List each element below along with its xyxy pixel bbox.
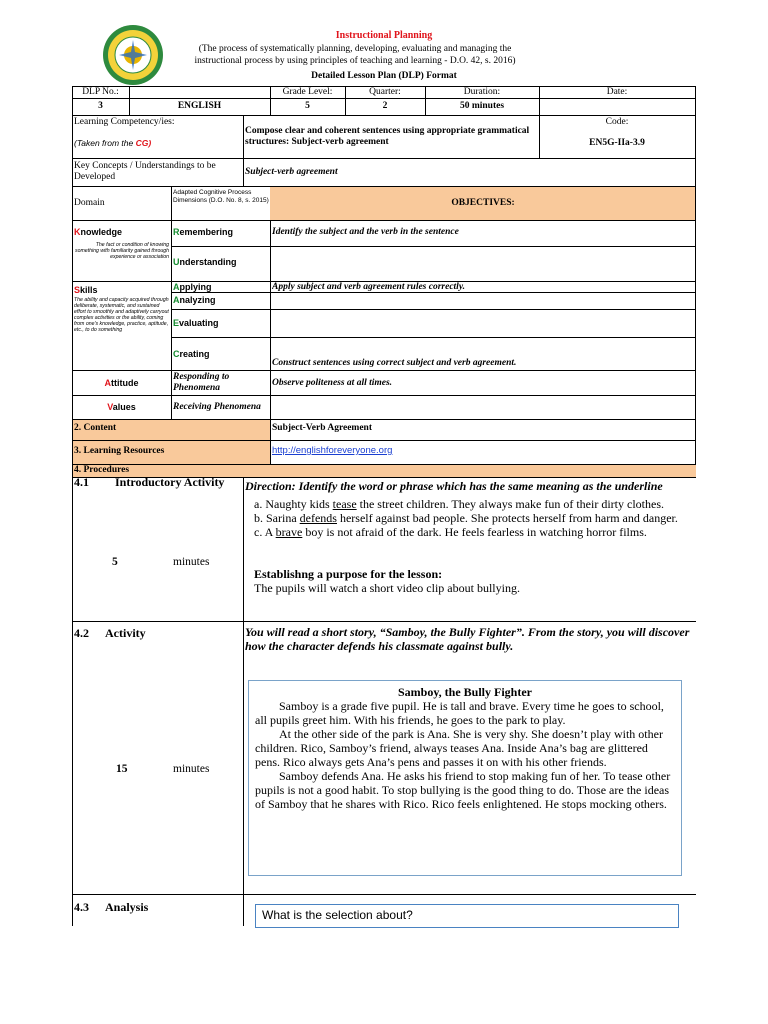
story-paragraph-1: Samboy is a grade five pupil. He is tall and brave. Every time he goes to school, all pupils greet him. With his friends, he goes to the park to play. — [255, 699, 664, 727]
date-value — [539, 101, 695, 113]
activity-minutes-number: 15 — [116, 763, 128, 775]
resources-link[interactable]: http://englishforeveryone.org — [272, 445, 393, 456]
story-paragraph-2: At the other side of the park is Ana. She is very shy. She doesn’t play with other children. Rico, Samboy’s friend, always teases Ana. Inside Ana’s bag are glittered pens. Rico always gets Ana’s pens and passes it on with his other friends. — [255, 727, 663, 769]
attitude-objective: Observe politeness at all times. — [272, 378, 393, 388]
competency-text: Compose clear and coherent sentences using appropriate grammatical structures: Subject-verb agreement — [245, 126, 530, 147]
understanding-label: Understanding — [173, 257, 237, 267]
analysis-heading: 4.3 Analysis — [74, 900, 149, 914]
dlp-no-value: 3 — [98, 101, 103, 111]
content-value: Subject-Verb Agreement — [272, 423, 372, 433]
activity-instruction: You will read a short story, “Samboy, the Bully Fighter”. From the story, you will discover how the character defends his classmate against bully. — [245, 625, 690, 653]
creating-label: Creating — [173, 349, 210, 359]
domain-label: Domain — [74, 198, 105, 208]
key-concepts-label: Key Concepts / Understandings to be Developed — [74, 161, 216, 182]
understanding-objective — [272, 257, 692, 269]
duration-label: Duration: — [463, 87, 501, 97]
story-title: Samboy, the Bully Fighter — [397, 685, 532, 699]
format-title: Detailed Lesson Plan (DLP) Format — [311, 71, 457, 81]
values-label: Values — [107, 402, 136, 412]
evaluating-label: Evaluating — [173, 318, 219, 328]
intro-item-a: a. Naughty kids tease the street children. They always make fun of their dirty clothes. — [254, 497, 664, 511]
applying-label: Applying — [173, 282, 212, 292]
adapted-dimensions-label: Adapted Cognitive Process Dimensions (D.O. No. 8, s. 2015) — [173, 189, 269, 204]
intro-minutes-number: 5 — [112, 556, 118, 568]
intro-item-c: c. A brave boy is not afraid of the dark. He feels fearless in watching horror films. — [254, 525, 647, 539]
attitude-label: Attitude — [104, 378, 139, 388]
knowledge-description: The fact or condition of knowing something with familiarity gained through experience or association — [74, 242, 169, 260]
remembering-objective: Identify the subject and the verb in the sentence — [272, 227, 459, 237]
dlp-no-label: DLP No.: — [82, 87, 119, 97]
subject-value: ENGLISH — [177, 101, 222, 111]
story-paragraph-3: Samboy defends Ana. He asks his friend to stop making fun of her. To tease other pupils is not a good habit. To stop bullying is the good thing to do. Those are the ideas of Samboy that he shares with Rico. Rico feels enlightened. He stops mocking others. — [255, 769, 671, 811]
activity-heading: 4.2 Activity — [74, 626, 146, 640]
intro-direction: Direction: Identify the word or phrase which has the same meaning as the underline — [245, 479, 663, 493]
analyzing-label: Analyzing — [173, 295, 216, 305]
objectives-header: OBJECTIVES: — [451, 198, 515, 208]
intro-items — [254, 497, 682, 555]
key-concepts-value: Subject-verb agreement — [245, 167, 338, 177]
content-label: 2. Content — [74, 423, 117, 433]
skills-label: Skills — [74, 285, 98, 295]
date-label: Date: — [606, 87, 628, 97]
lesson-plan-table — [72, 86, 696, 926]
resources-label: 3. Learning Resources — [74, 446, 165, 456]
analysis-question-box: What is the selection about? — [255, 904, 679, 928]
document-subtitle: (The process of systematically planning, developing, evaluating and managing the instructional process by using principles of teaching and learning - D.O. 42, s. 2016) — [194, 44, 516, 66]
purpose-text: The pupils will watch a short video clip about bullying. — [254, 581, 520, 595]
document-title: Instructional Planning — [335, 30, 433, 41]
intro-minutes-label: minutes — [173, 556, 210, 568]
attitude-dimension: Responding to Phenomena — [173, 372, 230, 393]
grade-level-value: 5 — [305, 101, 310, 111]
skills-description: The ability and capacity acquired through deliberate, systematic, and sustained effort to smoothly and adaptively carryout complex activities or the ability, coming from one's knowledge, practice, aptitude, etc., to do something — [74, 297, 169, 333]
quarter-label: Quarter: — [369, 87, 401, 97]
grade-level-label: Grade Level: — [282, 87, 333, 97]
knowledge-label: Knowledge — [74, 227, 123, 237]
quarter-value: 2 — [382, 101, 388, 111]
code-label: Code: — [605, 117, 629, 127]
activity-minutes-label: minutes — [173, 763, 210, 775]
purpose-title: Establishng a purpose for the lesson: — [254, 567, 443, 581]
values-objective — [272, 402, 692, 414]
procedures-label: 4. Procedures — [74, 465, 130, 475]
intro-activity-heading: 4.1 Introductory Activity — [74, 476, 225, 489]
values-dimension: Receiving Phenomena — [173, 402, 261, 412]
duration-value: 50 minutes — [459, 101, 505, 111]
competency-label: Learning Competency/ies: — [74, 117, 175, 127]
remembering-label: Remembering — [173, 227, 234, 237]
intro-item-b: b. Sarina defends herself against bad people. She protects herself from harm and danger. — [254, 511, 678, 525]
competency-source-note: (Taken from the CG) — [74, 138, 152, 148]
story-text — [255, 699, 675, 829]
applying-objective: Apply subject and verb agreement rules correctly. — [272, 282, 466, 292]
code-value: EN5G-IIa-3.9 — [589, 138, 645, 148]
creating-objective: Construct sentences using correct subject and verb agreement. — [272, 358, 517, 368]
